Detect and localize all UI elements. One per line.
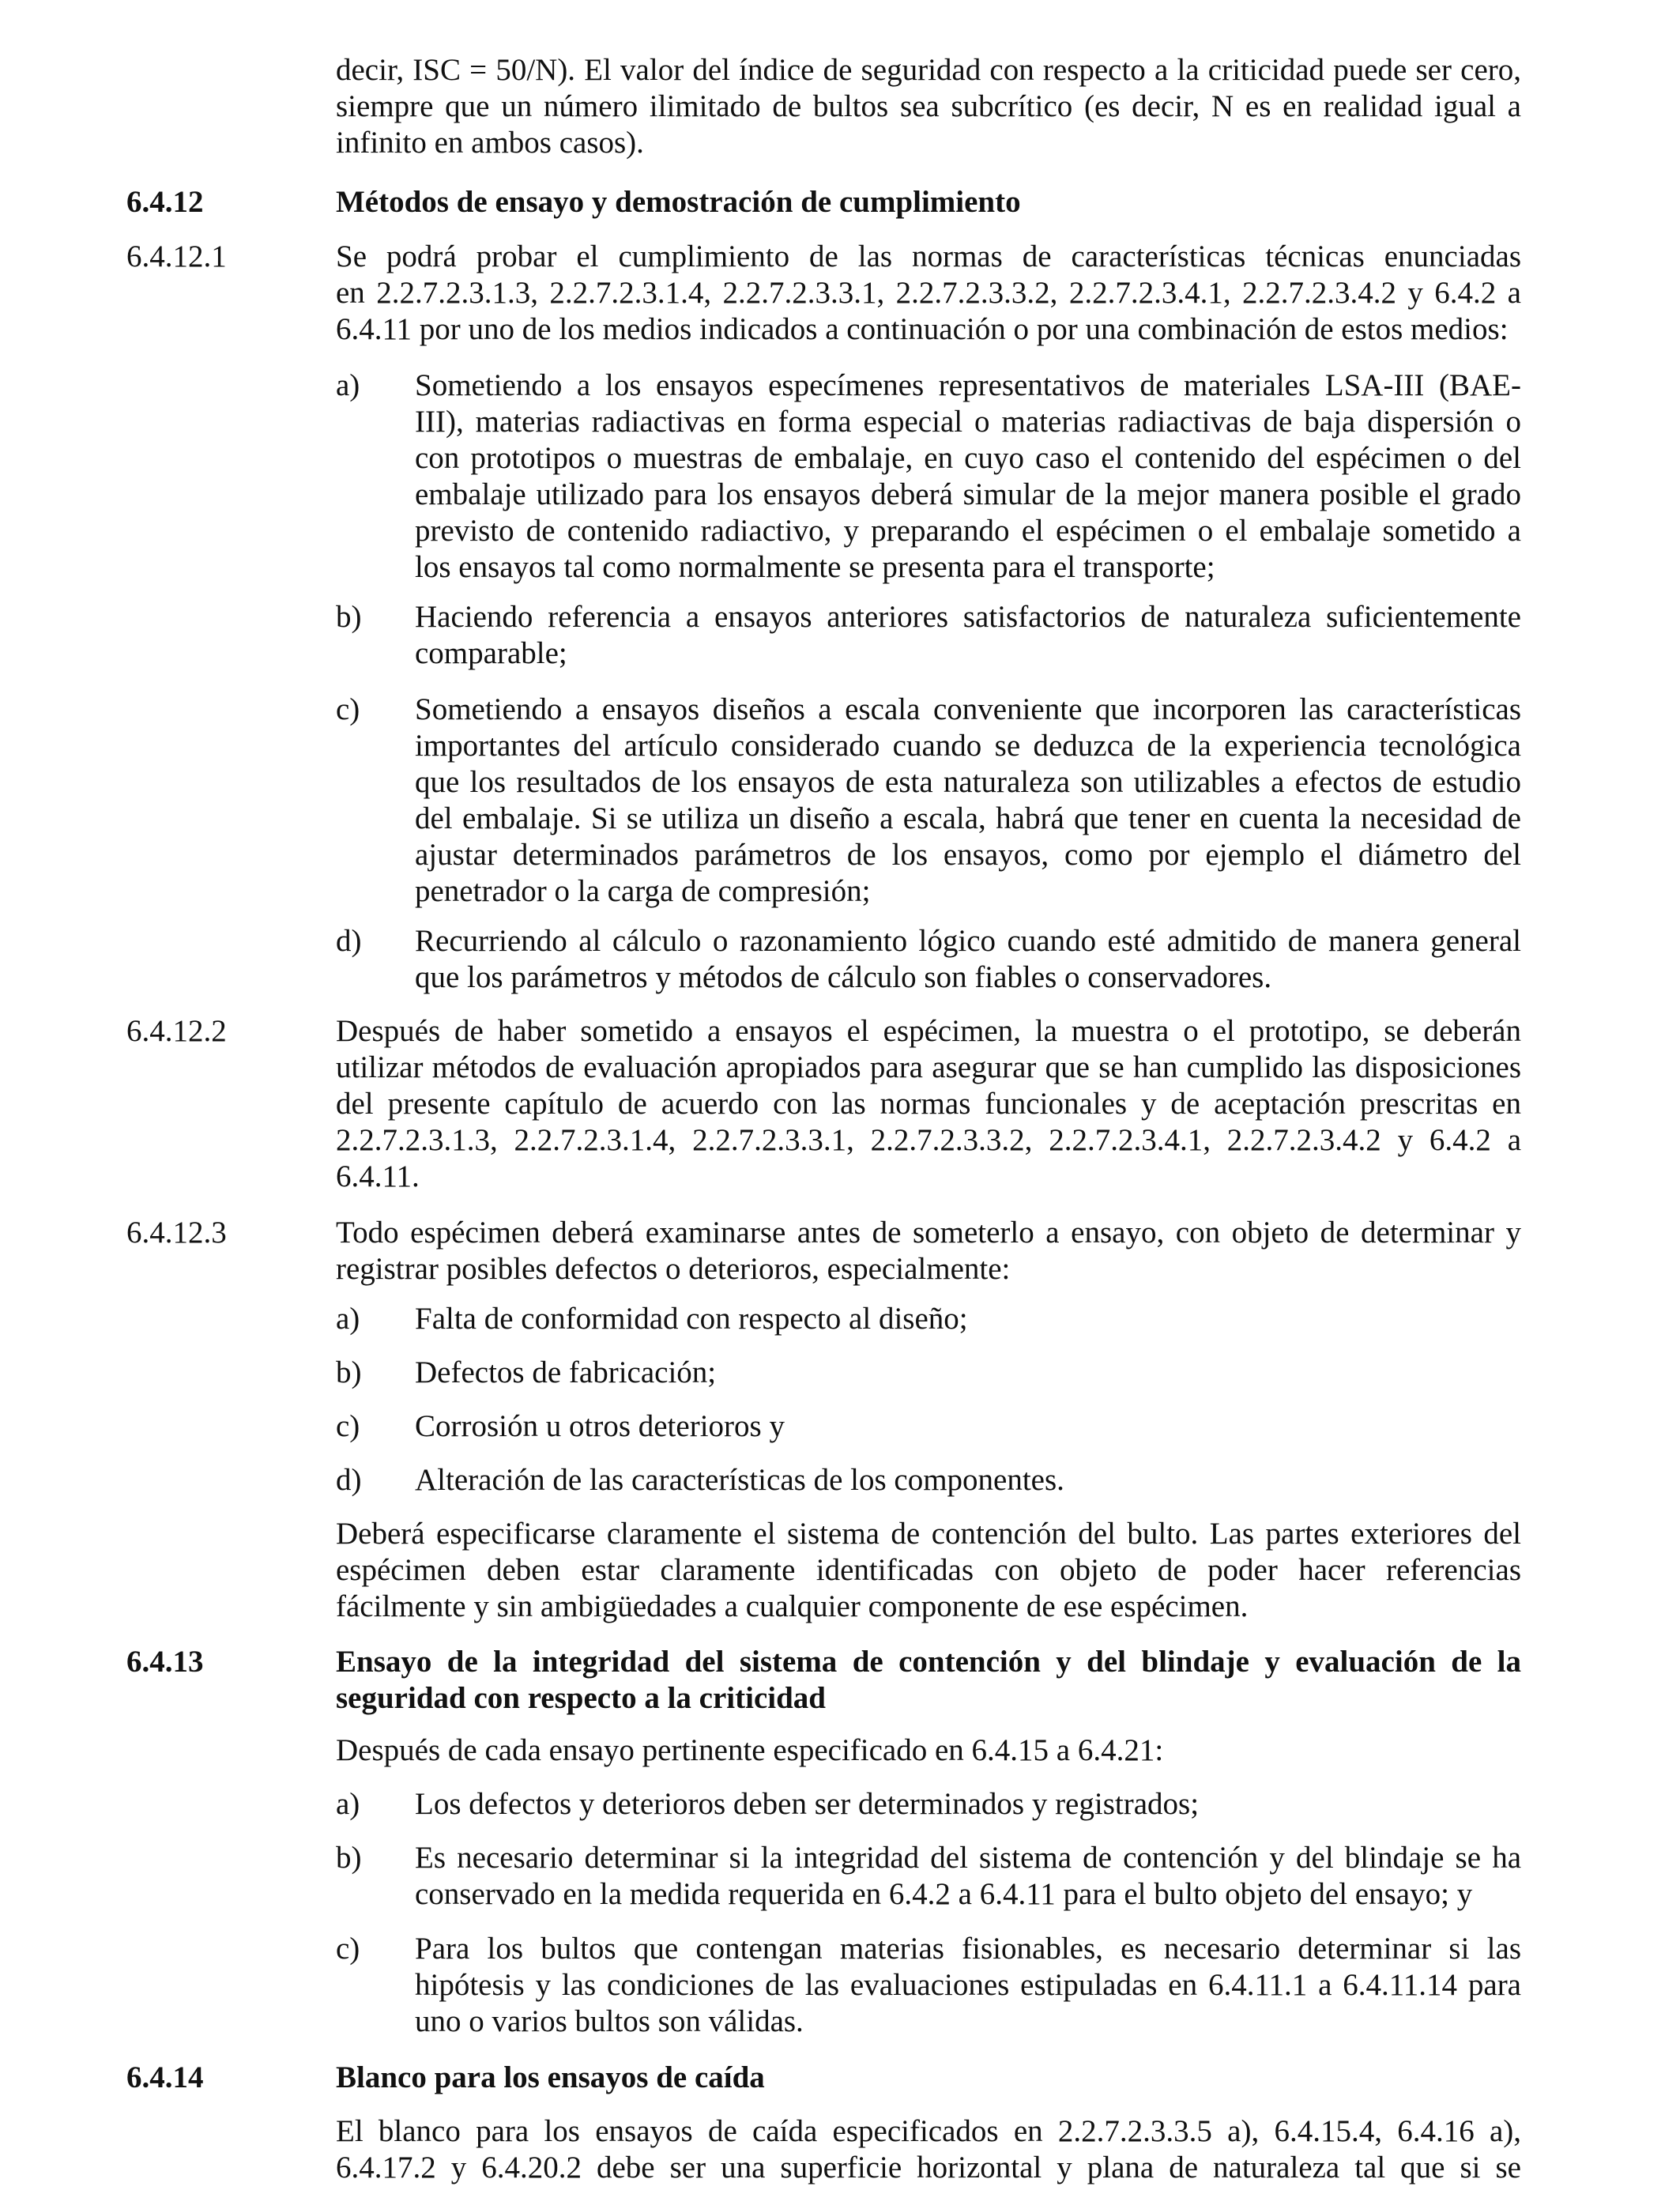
subsection-number: 6.4.12.1 — [126, 239, 227, 273]
section-heading: Métodos de ensayo y demostración de cumplimiento — [336, 185, 1021, 219]
text-line: Todo espécimen deberá examinarse antes de someterlo a ensayo, con objeto de determinar y — [336, 1216, 1521, 1250]
text-line: Recurriendo al cálculo o razonamiento lógico cuando esté admitido de manera general — [415, 924, 1521, 958]
heading-line: seguridad con respecto a la criticidad — [336, 1681, 826, 1715]
text-line: hipótesis y las condiciones de las evaluaciones estipuladas en 6.4.11.1 a 6.4.11.14 para — [415, 1968, 1521, 2002]
text-line: Los defectos y deterioros deben ser determinados y registrados; — [415, 1787, 1200, 1821]
list-item-text — [415, 599, 1521, 672]
text-line: embalaje utilizado para los ensayos deberá simular de la mejor manera posible el grado — [415, 477, 1521, 511]
text-line: siempre que un número ilimitado de bultos sea subcrítico (es decir, N es en realidad igual a — [336, 89, 1521, 123]
section-number: 6.4.12 — [126, 185, 204, 219]
text-line: comparable; — [415, 636, 567, 670]
text-line: El blanco para los ensayos de caída especificados en 2.2.7.2.3.3.5 a), 6.4.15.4, 6.4.16 a), — [336, 2114, 1521, 2148]
paragraph — [336, 1516, 1521, 1625]
intro-paragraph — [336, 52, 1521, 161]
list-item-text — [415, 1840, 1521, 1913]
subsection-paragraph — [336, 1215, 1521, 1287]
subsection-paragraph — [336, 1013, 1521, 1195]
heading-line: Ensayo de la integridad del sistema de contención y del blindaje y evaluación de la — [336, 1645, 1521, 1679]
text-line: 6.4.11. — [336, 1159, 420, 1193]
list-item-letter: a) — [336, 368, 360, 402]
text-line: ajustar determinados parámetros de los ensayos, como por ejemplo el diámetro del — [415, 838, 1521, 872]
text-line: que los parámetros y métodos de cálculo son fiables o conservadores. — [415, 960, 1272, 994]
list-item-text — [415, 692, 1521, 910]
text-line: Deberá especificarse claramente el sistema de contención del bulto. Las partes exteriores del — [336, 1517, 1521, 1551]
list-item-letter: c) — [336, 1409, 360, 1443]
text-line: espécimen deben estar claramente identificadas con objeto de poder hacer referencias — [336, 1553, 1521, 1587]
text-line: uno o varios bultos son válidas. — [415, 2004, 804, 2038]
text-line: conservado en la medida requerida en 6.4.2 a 6.4.11 para el bulto objeto del ensayo; y — [415, 1877, 1473, 1911]
text-line: previsto de contenido radiactivo, y preparando el espécimen o el embalaje sometido a — [415, 514, 1521, 548]
text-line: Después de haber sometido a ensayos el espécimen, la muestra o el prototipo, se deberán — [336, 1014, 1521, 1048]
section-number: 6.4.14 — [126, 2060, 204, 2094]
list-item-letter: d) — [336, 924, 362, 958]
text-line: del presente capítulo de acuerdo con las normas funcionales y de aceptación prescritas en — [336, 1087, 1521, 1121]
text-line: 6.4.11 por uno de los medios indicados a continuación o por una combinación de estos medios: — [336, 312, 1509, 346]
text-line: Es necesario determinar si la integridad del sistema de contención y del blindaje se ha — [415, 1841, 1521, 1875]
subsection-paragraph — [336, 239, 1521, 348]
subsection-number: 6.4.12.2 — [126, 1014, 227, 1048]
text-line: 6.4.17.2 y 6.4.20.2 debe ser una superficie horizontal y plana de naturaleza tal que si se — [336, 2151, 1521, 2185]
list-item-letter: c) — [336, 1932, 360, 1966]
text-line: con prototipos o muestras de embalaje, en cuyo caso el contenido del espécimen o del — [415, 441, 1521, 475]
text-line: registrar posibles defectos o deterioros, especialmente: — [336, 1252, 1011, 1286]
text-line: en 2.2.7.2.3.1.3, 2.2.7.2.3.1.4, 2.2.7.2.3.3.1, 2.2.7.2.3.3.2, 2.2.7.2.3.4.1, 2.2.7.2.3.4.2 y 6.4.2 a — [336, 276, 1521, 310]
text-line: utilizar métodos de evaluación apropiados para asegurar que se han cumplido las disposiciones — [336, 1050, 1521, 1084]
text-line: Haciendo referencia a ensayos anteriores satisfactorios de naturaleza suficientemente — [415, 600, 1521, 634]
list-item-text: Defectos de fabricación; — [415, 1355, 717, 1389]
text-line: que los resultados de los ensayos de esta naturaleza son utilizables a efectos de estudio — [415, 765, 1521, 799]
list-item-text — [415, 923, 1521, 996]
list-item-letter: b) — [336, 1355, 362, 1389]
list-item-text — [415, 368, 1521, 586]
list-item-letter: d) — [336, 1463, 362, 1497]
list-item-letter: a) — [336, 1302, 360, 1336]
section-heading: Blanco para los ensayos de caída — [336, 2060, 765, 2094]
text-line: penetrador o la carga de compresión; — [415, 874, 871, 908]
text-line: infinito en ambos casos). — [336, 126, 644, 160]
text-line: fácilmente y sin ambigüedades a cualquier componente de ese espécimen. — [336, 1589, 1249, 1623]
text-line: decir, ISC = 50/N). El valor del índice de seguridad con respecto a la criticidad puede ser cero, — [336, 53, 1521, 87]
text-line: Para los bultos que contengan materias fisionables, es necesario determinar si las — [415, 1932, 1521, 1966]
section-number: 6.4.13 — [126, 1645, 204, 1679]
list-item-text: Corrosión u otros deterioros y — [415, 1409, 785, 1443]
subsection-number: 6.4.12.3 — [126, 1216, 227, 1250]
text-line: los ensayos tal como normalmente se presenta para el transporte; — [415, 550, 1215, 584]
list-item-text — [415, 1931, 1521, 2040]
text-line: Se podrá probar el cumplimiento de las normas de características técnicas enunciadas — [336, 239, 1521, 273]
text-line: Sometiendo a los ensayos especímenes representativos de materiales LSA-III (BAE- — [415, 368, 1521, 402]
text-line: Sometiendo a ensayos diseños a escala conveniente que incorporen las características — [415, 692, 1521, 726]
text-line: del embalaje. Si se utiliza un diseño a escala, habrá que tener en cuenta la necesidad de — [415, 801, 1521, 835]
list-item-letter: b) — [336, 600, 362, 634]
paragraph: Después de cada ensayo pertinente especificado en 6.4.15 a 6.4.21: — [336, 1733, 1164, 1767]
list-item-letter: b) — [336, 1841, 362, 1875]
paragraph — [336, 2113, 1521, 2186]
list-item-letter: c) — [336, 692, 360, 726]
list-item-letter: a) — [336, 1787, 360, 1821]
text-line: III), materias radiactivas en forma especial o materias radiactivas de baja dispersión o — [415, 405, 1521, 439]
text-line: 2.2.7.2.3.1.3, 2.2.7.2.3.1.4, 2.2.7.2.3.3.1, 2.2.7.2.3.3.2, 2.2.7.2.3.4.1, 2.2.7.2.3.4.2 y 6.4.2 a — [336, 1123, 1521, 1157]
list-item-text — [415, 1786, 1521, 1823]
list-item-text: Alteración de las características de los componentes. — [415, 1463, 1064, 1497]
section-heading — [336, 1644, 1521, 1717]
text-line: importantes del artículo considerado cuando se deduzca de la experiencia tecnológica — [415, 729, 1521, 763]
list-item-text: Falta de conformidad con respecto al diseño; — [415, 1302, 968, 1336]
